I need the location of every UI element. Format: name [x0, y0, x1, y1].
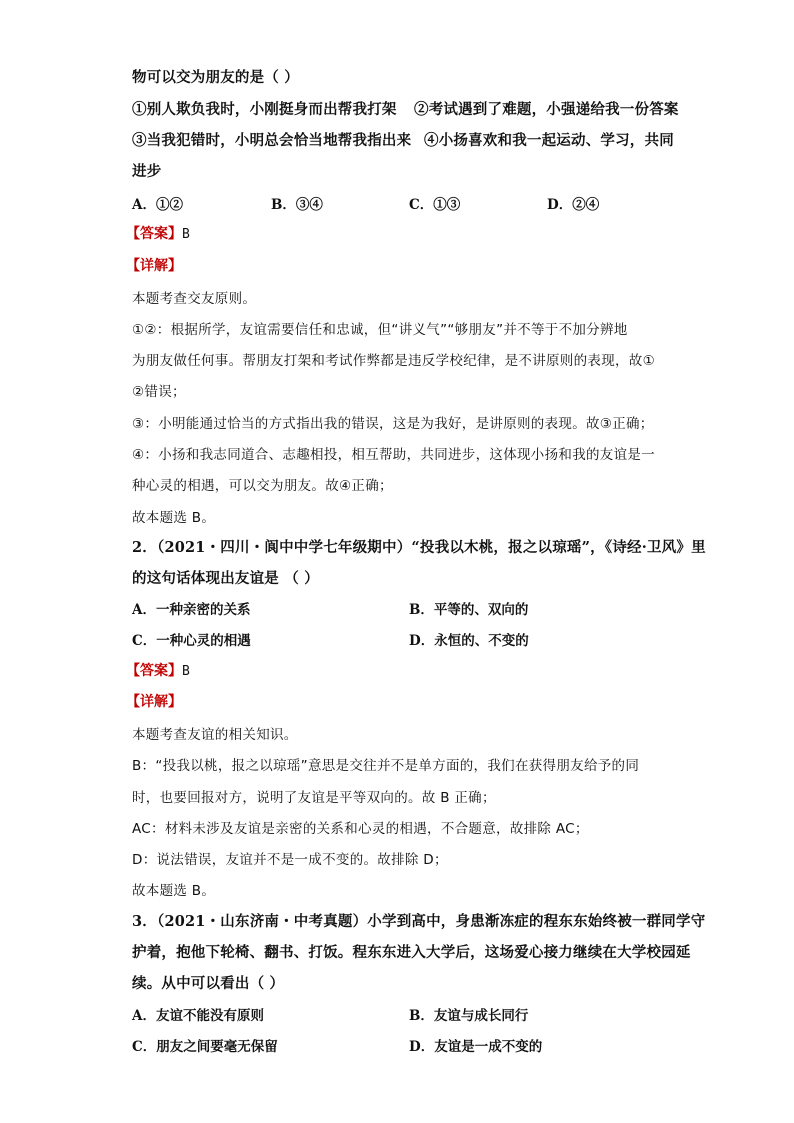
q1-detail-line: ④：小扬和我志同道合、志趣相投，相互帮助，共同进步，这体现小扬和我的友谊是一: [132, 447, 656, 463]
q1-option-a: A．①②: [132, 197, 183, 213]
q2-detail-line: 故本题选 B。: [132, 883, 216, 899]
q3-stem-line: 护着，抱他下轮椅、翻书、打饭。程东东进入大学后，这场爱心接力继续在大学校园延: [132, 944, 691, 961]
q1-statement-1: ①别人欺负我时，小刚挺身而出帮我打架: [132, 101, 397, 118]
q3-option-a: A．友谊不能没有原则: [132, 1008, 264, 1024]
q2-option-b: B．平等的、双向的: [409, 602, 529, 618]
q2-detail-line: AC：材料未涉及友谊是亲密的关系和心灵的相遇，不合题意，故排除 AC；: [132, 821, 589, 837]
q1-stem-tail: 物可以交为朋友的是（ ）: [132, 69, 299, 86]
q3-option-c: C．朋友之间要毫无保留: [132, 1039, 278, 1055]
q1-answer-value: B: [182, 227, 190, 242]
q1-statement-2: ②考试遇到了难题，小强递给我一份答案: [414, 101, 679, 118]
q2-answer: [126, 660, 190, 680]
q1-detail-line: 本题考查交友原则。: [132, 291, 257, 307]
q1-detail-line: ③：小明能通过恰当的方式指出我的错误，这是为我好，是讲原则的表现。故③正确；: [132, 416, 654, 432]
q2-detail-line: B：“投我以桃，报之以琼瑶”意思是交往并不是单方面的，我们在获得朋友给予的同: [132, 758, 640, 774]
q3-option-b: B．友谊与成长同行: [409, 1008, 529, 1024]
q2-detail-line: 本题考查友谊的相关知识。: [132, 727, 298, 743]
q2-answer-value: B: [182, 664, 190, 679]
q1-detail-line: 为朋友做任何事。帮朋友打架和考试作弊都是违反学校纪律，是不讲原则的表现，故①: [132, 353, 656, 369]
q1-option-c: C．①③: [409, 197, 461, 213]
q1-statement-4-cont: 进步: [132, 163, 162, 180]
q2-detail-label: 【详解】: [126, 694, 182, 710]
q1-option-b: B．③④: [271, 197, 323, 213]
q2-option-c: C．一种心灵的相遇: [132, 633, 251, 649]
q1-detail-line: 种心灵的相遇，可以交为朋友。故④正确；: [132, 478, 393, 494]
q2-option-d: D．永恒的、不变的: [409, 633, 529, 649]
q1-statement-4: ④小扬喜欢和我一起运动、学习，共同: [424, 132, 674, 149]
q1-detail-line: 故本题选 B。: [132, 510, 216, 526]
q1-answer: [126, 223, 190, 243]
q1-detail-label: 【详解】: [126, 258, 182, 274]
q1-answer-label: 【答案】: [126, 226, 182, 242]
q1-statement-3: ③当我犯错时，小明总会恰当地帮我指出来: [132, 132, 412, 149]
q2-option-a: A．一种亲密的关系: [132, 602, 251, 618]
q3-option-d: D．友谊是一成不变的: [409, 1039, 543, 1055]
q1-detail-line: ②错误；: [132, 384, 186, 400]
q2-detail-line: D：说法错误，友谊并不是一成不变的。故排除 D；: [132, 852, 448, 868]
q2-stem-line: 2．（2021・四川・阆中中学七年级期中）“投我以木桃，报之以琼瑶”，《诗经·卫风》里: [132, 539, 706, 556]
q3-stem-line: 续。从中可以看出（ ）: [132, 975, 285, 992]
q2-answer-label: 【答案】: [126, 663, 182, 679]
q2-stem-line: 的这句话体现出友谊是 （ ）: [132, 570, 319, 587]
q3-stem-line: 3．（2021・山东济南・中考真题）小学到高中，身患渐冻症的程东东始终被一群同学守: [132, 913, 706, 930]
q2-detail-line: 时，也要回报对方，说明了友谊是平等双向的。故 B 正确；: [132, 790, 496, 806]
q1-option-d: D．②④: [547, 197, 600, 213]
q1-detail-line: ①②：根据所学，友谊需要信任和忠诚，但“讲义气”“够朋友”并不等于不加分辨地: [132, 322, 628, 338]
